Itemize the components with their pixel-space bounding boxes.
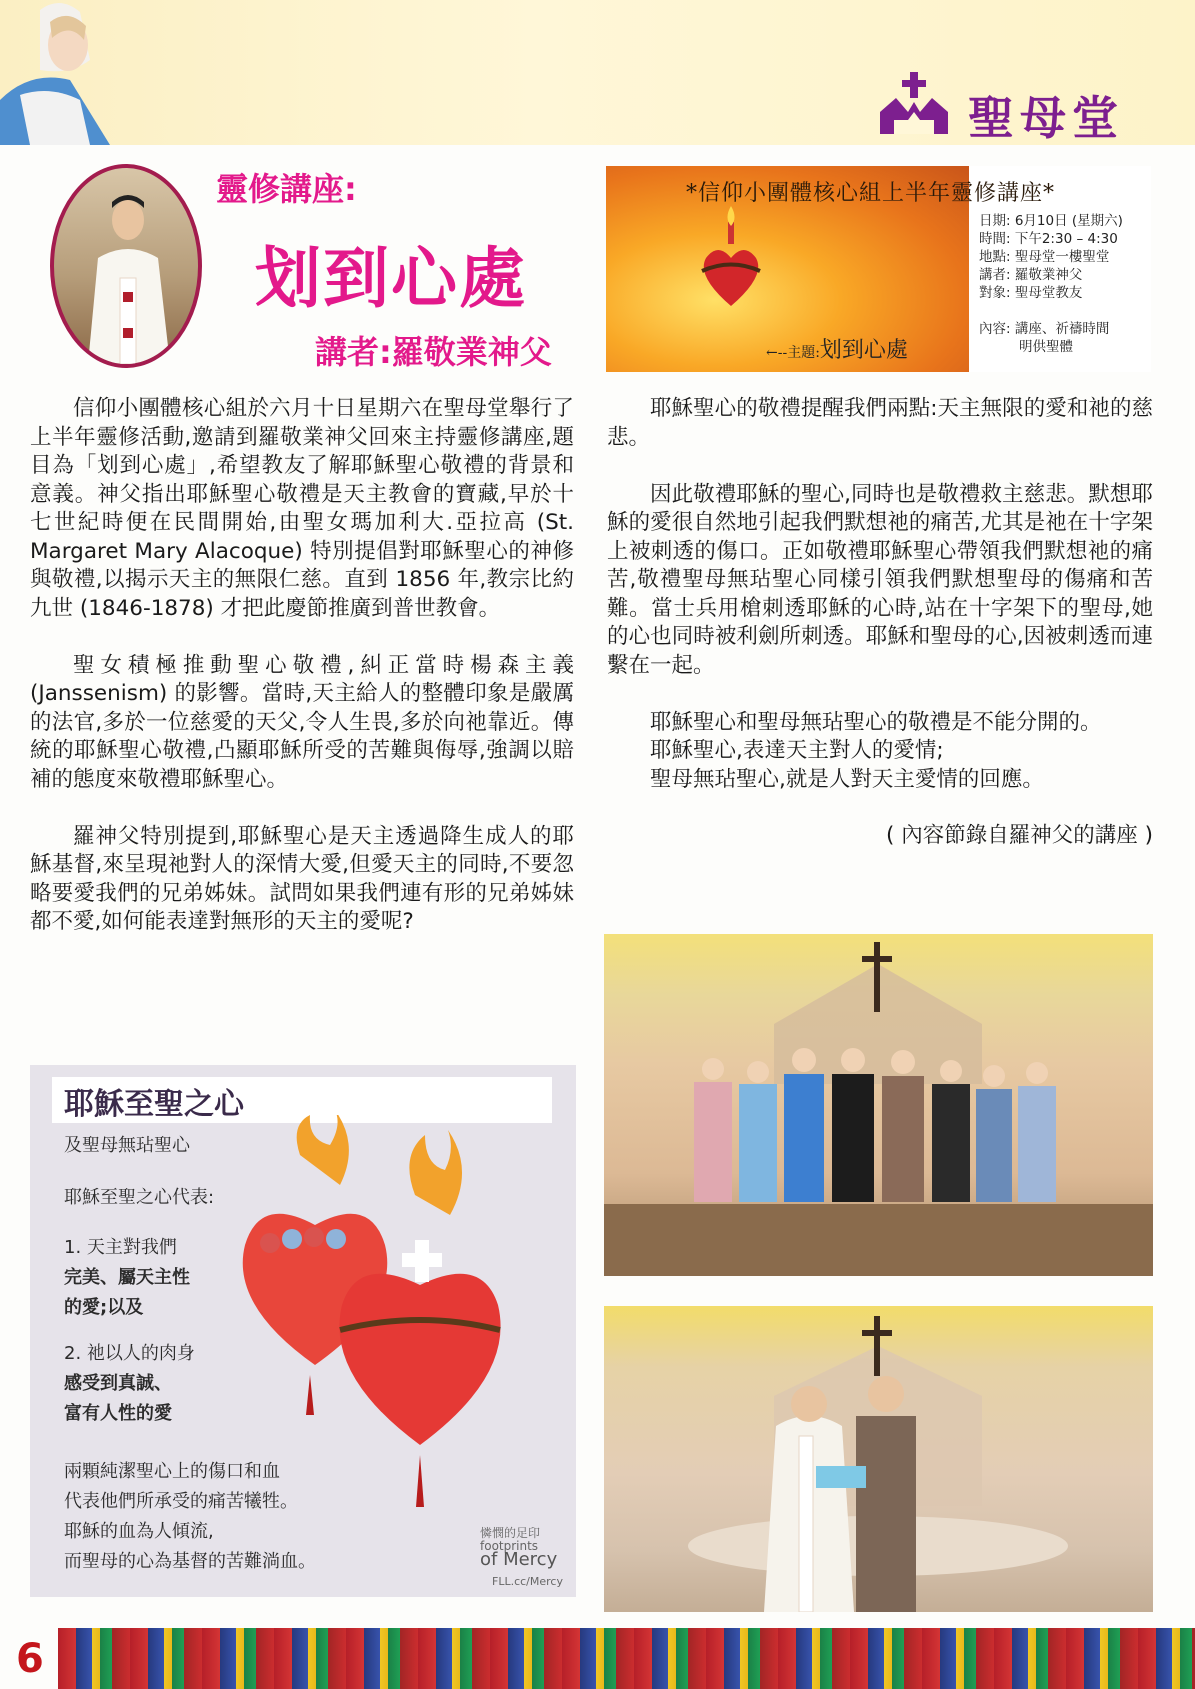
logo-line-2: of Mercy	[480, 1549, 558, 1570]
poster-title: *信仰小團體核心組上半年靈修講座*	[686, 181, 1056, 206]
source-note: ( 內容節錄自羅神父的講座 )	[886, 823, 1153, 848]
devotion-line: 聖母無玷聖心,就是人對天主愛情的回應。	[650, 766, 1044, 792]
poster-detail-content-2: 明供聖體	[1019, 339, 1073, 355]
madonna-statue-image	[0, 0, 125, 145]
page-number: 6	[16, 1636, 44, 1682]
poster-detail-speaker: 講者: 羅敬業神父	[979, 267, 1083, 283]
poster-detail-venue: 地點: 聖母堂一樓聖堂	[979, 249, 1110, 265]
card-line: 富有人性的愛	[64, 1403, 172, 1424]
paragraph: 因此敬禮耶穌的聖心,同時也是敬禮救主慈悲。默想耶穌的愛很自然地引起我們默想祂的痛苦,尤其是祂在十字架上被刺透的傷口。正如敬禮耶穌聖心帶領我們默想祂的痛苦,敬禮聖母無玷聖心同樣引領我們默想聖母的傷痛和苦難。當士兵用槍刺透耶穌的心時,站在十字架下的聖母,她的心也同時被利劍所刺透。耶穌和聖母的心,因被刺透而連繫在一起。	[607, 481, 1153, 678]
stained-glass-footer	[58, 1628, 1195, 1689]
poster-detail-time: 時間: 下午2:30 – 4:30	[979, 231, 1118, 247]
footprints-of-mercy-logo	[480, 1526, 558, 1570]
card-line: 代表他們所承受的痛苦犧牲。	[64, 1491, 298, 1512]
poster-detail-content: 內容: 講座、祈禱時間	[979, 321, 1110, 337]
card-line: 耶穌的血為人傾流,	[64, 1521, 214, 1542]
priest-figure-image	[54, 168, 198, 364]
poster-detail-date: 日期: 6月10日 (星期六)	[979, 213, 1123, 229]
poster-detail-audience: 對象: 聖母堂教友	[979, 285, 1083, 301]
card-line: 感受到真誠、	[64, 1373, 172, 1394]
header-banner	[0, 0, 1195, 145]
card-url: FLL.cc/Mercy	[492, 1575, 563, 1588]
card-title: 耶穌至聖之心	[64, 1087, 244, 1122]
devotion-line: 耶穌聖心,表達天主對人的愛情;	[650, 738, 944, 763]
card-subtitle: 及聖母無玷聖心	[64, 1135, 190, 1156]
event-poster	[606, 166, 1151, 372]
card-line: 完美、屬天主性	[64, 1267, 190, 1288]
paragraph: 羅神父特別提到,耶穌聖心是天主透過降生成人的耶穌基督,來呈現祂對人的深情大愛,但愛天主的同時,不要忽略要愛我們的兄弟姊妹。試問如果我們連有形的兄弟姊妹都不愛,如何能表達對無形的天主的愛呢?	[30, 823, 574, 934]
presentation-photo	[604, 1306, 1153, 1612]
paragraph: 聖女積極推動聖心敬禮,糾正當時楊森主義 (Janssenism) 的影響。當時,天主給人的整體印象是嚴厲的法官,多於一位慈愛的天父,令人生畏,多於向祂靠近。傳統的耶穌聖心敬禮,凸顯耶穌所受的苦難與侮辱,強調以賠補的態度來敬禮耶穌聖心。	[30, 652, 574, 792]
card-line: 而聖母的心為基督的苦難淌血。	[64, 1551, 316, 1572]
poster-theme-text: 划到心處	[819, 338, 908, 363]
speaker-label: 講者:羅敬業神父	[315, 333, 552, 371]
card-line: 的愛;以及	[64, 1297, 144, 1318]
sacred-heart-card	[30, 1065, 576, 1597]
lecture-series-label: 靈修講座:	[216, 170, 357, 208]
card-line: 兩顆純潔聖心上的傷口和血	[64, 1461, 280, 1482]
left-column-text	[30, 395, 574, 965]
speaker-portrait-photo	[50, 164, 202, 368]
logo-chinese-text: 憐憫的足印	[480, 1526, 541, 1540]
right-column-text	[607, 395, 1153, 851]
paragraph: 信仰小團體核心組於六月十日星期六在聖母堂舉行了上半年靈修活動,邀請到羅敬業神父回來主持靈修講座,題目為「划到心處」,希望教友了解耶穌聖心敬禮的背景和意義。神父指出耶穌聖心敬禮是天主教會的寶藏,早於十七世紀時便在民間開始,由聖女瑪加利大.亞拉高 (St. Margaret Mary Alacoque) 特別提倡對耶穌聖心的神修與敬禮,以揭示天主的無限仁慈。直到 1856 年,教宗比約九世 (1846-1878) 才把此慶節推廣到普世教會。	[30, 396, 574, 621]
paragraph: 耶穌聖心的敬禮提醒我們兩點:天主無限的愛和祂的慈悲。	[607, 396, 1153, 450]
card-line: 1. 天主對我們	[64, 1237, 177, 1258]
card-line: 耶穌至聖之心代表:	[64, 1187, 215, 1208]
church-name: 聖母堂	[968, 91, 1124, 145]
two-hearts-icon	[230, 1115, 540, 1525]
devotion-line: 耶穌聖心和聖母無玷聖心的敬禮是不能分開的。	[650, 709, 1102, 735]
devotion-lines	[607, 709, 1153, 795]
poster-theme-prefix: ←--主題:	[766, 345, 820, 361]
logo-line-1: footprints	[480, 1539, 539, 1553]
group-photo	[604, 934, 1153, 1276]
poster-theme	[766, 333, 908, 364]
card-line: 2. 祂以人的肉身	[64, 1343, 195, 1364]
group-photo-image	[604, 934, 1153, 1276]
church-logo-icon	[878, 72, 950, 134]
presentation-photo-image	[604, 1306, 1153, 1612]
poster-details	[979, 212, 1123, 356]
article-title: 划到心處	[255, 240, 527, 317]
